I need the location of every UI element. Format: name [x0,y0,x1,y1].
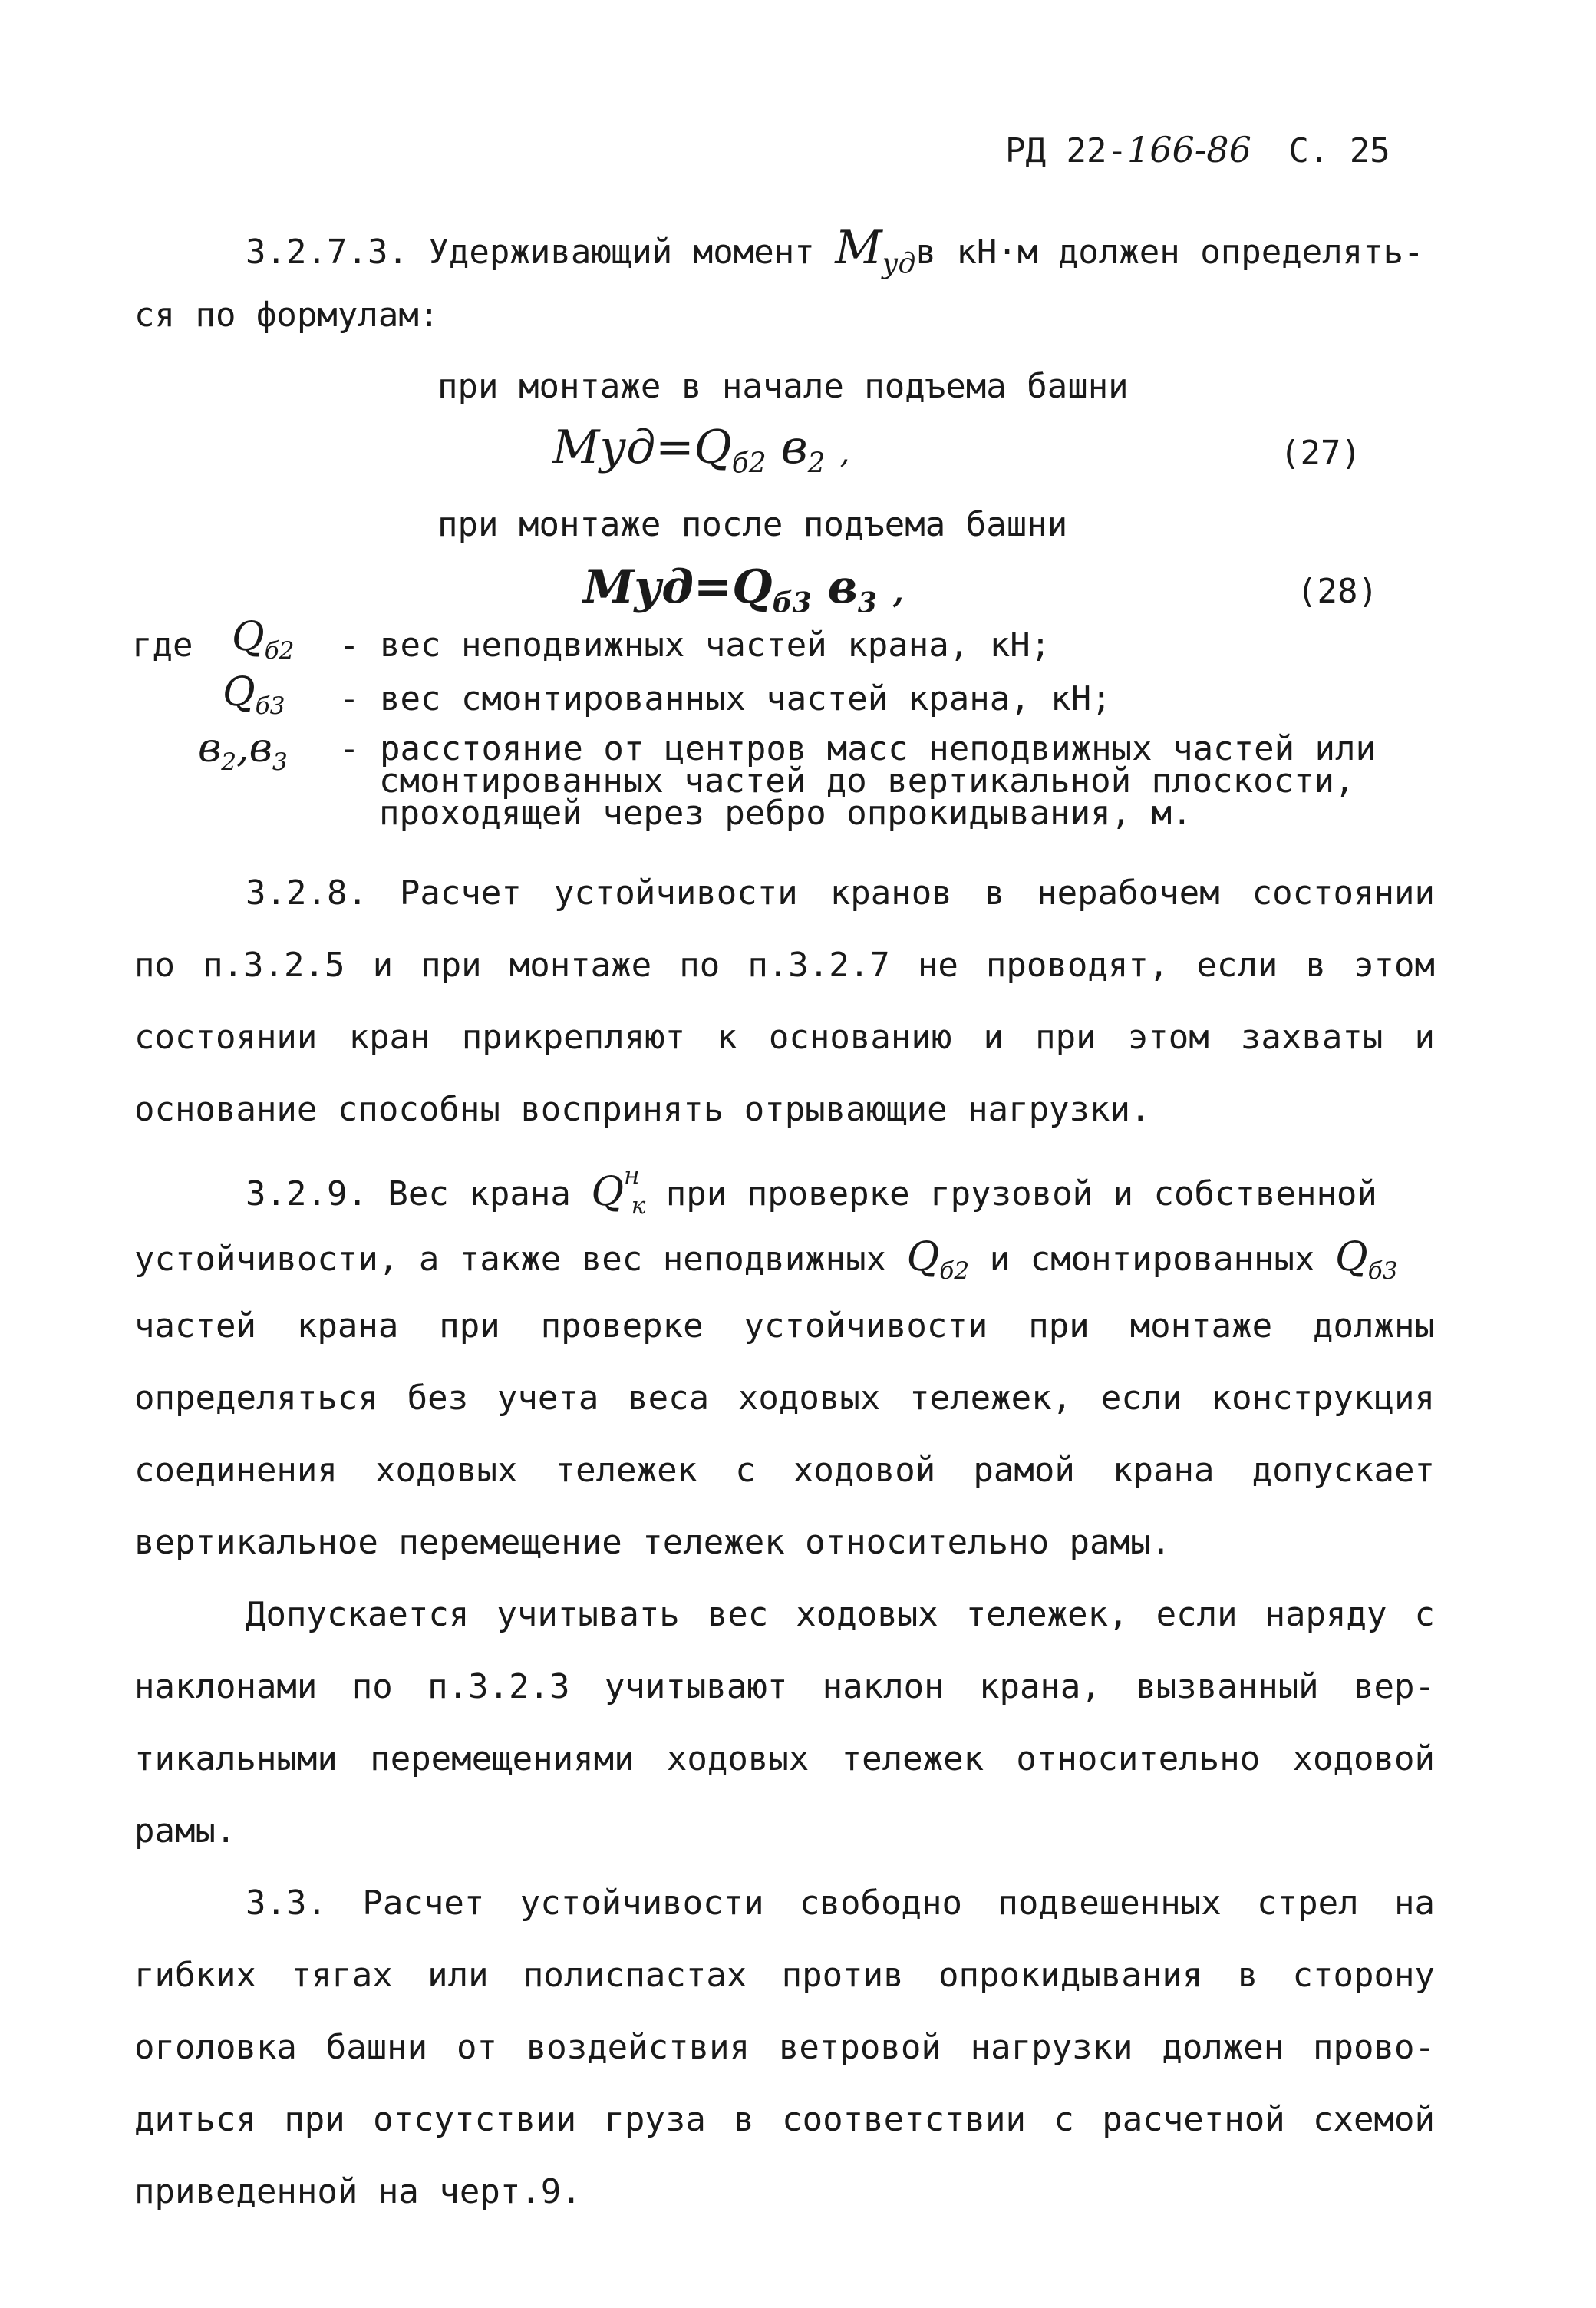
section-3-3-line3: оголовка башни от воздействия ветровой нагрузки должен прово- [134,2028,1435,2067]
legend-item-1-text: вес неподвижных частей крана, кН; [380,626,1051,665]
legend-item-3-line1: расстояние от центров масс неподвижных частей или [380,729,1377,768]
legend-where: где [132,626,193,665]
section-3-2-8-line4: основание способны воспринять отрывающие нагрузки. [134,1090,1151,1129]
section-3-2-7-3-line2: ся по формулам: [134,296,440,335]
symbol-qk-sub: к [631,1191,646,1220]
legend-symbol-b2-sub: 2 [221,748,237,776]
formula-28-number: (28) [1297,572,1378,611]
s329-text-b: при проверке грузовой и собственной [665,1174,1377,1214]
symbol-qb2-inline-letter: Q [906,1234,940,1280]
formula-27-intro: при монтаже в начале подъема башни [437,367,1129,406]
legend-symbol-b2-letter: в [198,725,222,771]
section-3-2-8-line3: состоянии кран прикрепляют к основанию и при этом захваты и [134,1018,1435,1057]
formula-27-number: (27) [1280,434,1361,473]
section-3-2-9-line5: соединения ходовых тележек с ходовой рамой крана допускает [134,1451,1435,1490]
legend-symbol-b2-b3 [198,725,288,776]
formula-27-arm-sub: 2 [807,447,826,480]
section-3-3-line5: приведенной на черт.9. [134,2172,582,2211]
symbol-qk-letter: Q [591,1169,624,1216]
formula-27-lhs: Муд [552,421,656,474]
formula-symbol-m [835,221,916,280]
symbol-m-subscript: уд [882,248,916,280]
allow-line3: тикальными перемещениями ходовых тележек относительно ходовой [134,1739,1435,1778]
page-number: С. 25 [1288,131,1390,170]
doc-code-prefix: РД 22- [1005,131,1127,170]
formula-28-arm: в [827,560,858,614]
legend-item-2-text: вес смонтированных частей крана, кН; [380,679,1112,718]
formula-27-rhs-sub: б2 [731,447,767,480]
legend-symbol-b3-sub: 3 [272,748,288,776]
allow-line4: рамы. [134,1811,236,1851]
legend-item-2 [339,679,1112,718]
section-3-2-9-line4: определяться без учета веса ходовых тележек, если конструкция [134,1379,1435,1418]
section-3-2-7-3-line1 [246,221,1424,280]
legend-dash: - [339,729,360,768]
section-3-2-9-line2 [134,1234,1398,1285]
symbol-m-letter: М [835,221,882,275]
formula-28-comma: , [892,574,904,610]
s3273-text-b: в кН·м должен определять- [915,233,1424,272]
allow-line1: Допускается учитывать вес ходовых тележек, если наряду с [246,1595,1435,1634]
section-3-3-line2: гибких тягах или полиспастах против опрокидывания в сторону [134,1956,1435,1995]
legend-symbol-qb3 [223,669,285,720]
symbol-qk [591,1162,646,1220]
formula-28-rhs-sub: б3 [772,586,812,619]
formula-28-intro: при монтаже после подъема башни [437,505,1068,544]
legend-symbol-qb3-sub: б3 [255,692,285,720]
legend-symbol-qb2 [232,614,295,665]
s3273-text-a: 3.2.7.3. Удерживающий момент [246,233,815,272]
legend-symbol-qb2-letter: Q [232,614,265,660]
formula-28-lhs: Муд [583,560,694,614]
symbol-qb3-inline [1335,1234,1398,1285]
symbol-qb2-inline [906,1234,970,1285]
legend-item-3 [339,729,1377,833]
section-3-2-8-line1: 3.2.8. Расчет устойчивости кранов в нерабочем состоянии [246,873,1435,913]
page-header [1005,129,1390,170]
s329-line2-a: устойчивости, а также вес неподвижных [134,1240,887,1279]
legend-dash: - [339,626,360,665]
legend-symbol-b3-letter: ,в [236,725,272,771]
doc-code-handwritten: 166-86 [1126,129,1251,170]
s329-text-a: 3.2.9. Вес крана [246,1174,571,1214]
formula-27-rhs: =Q [655,421,732,474]
section-3-3-line1: 3.3. Расчет устойчивости свободно подвешенных стрел на [246,1884,1435,1923]
formula-28 [583,560,904,619]
legend-item-3-line3: проходящей через ребро опрокидывания, м. [379,794,1192,833]
legend-item-3-line2: смонтированных частей до вертикальной плоскости, [379,761,1355,801]
s329-line2-b: и смонтированных [989,1240,1315,1279]
symbol-qb2-inline-sub: б2 [939,1256,970,1285]
section-3-3-line4: диться при отсутствии груза в соответствии с расчетной схемой [134,2100,1435,2139]
symbol-qb3-inline-sub: б3 [1367,1256,1398,1285]
formula-28-arm-sub: 3 [857,586,877,619]
section-3-2-8-line2: по п.3.2.5 и при монтаже по п.3.2.7 не проводят, если в этом [134,946,1435,985]
symbol-qb3-inline-letter: Q [1335,1234,1368,1280]
legend-dash: - [339,679,360,718]
formula-27-arm: в [780,421,808,474]
formula-28-rhs: =Q [694,560,773,614]
legend-symbol-qb2-sub: б2 [264,636,295,665]
formula-27-comma: , [839,435,850,471]
section-3-2-9-line6: вертикальное перемещение тележек относительно рамы. [134,1523,1172,1562]
section-3-2-9-line3: частей крана при проверке устойчивости при монтаже должны [134,1306,1435,1346]
legend-symbol-qb3-letter: Q [223,669,256,715]
legend-item-1 [339,626,1050,665]
formula-27 [552,421,849,480]
symbol-qk-sup: н [623,1162,640,1190]
allow-line2: наклонами по п.3.2.3 учитывают наклон крана, вызванный вер- [134,1667,1435,1706]
section-3-2-9-line1 [246,1162,1377,1220]
